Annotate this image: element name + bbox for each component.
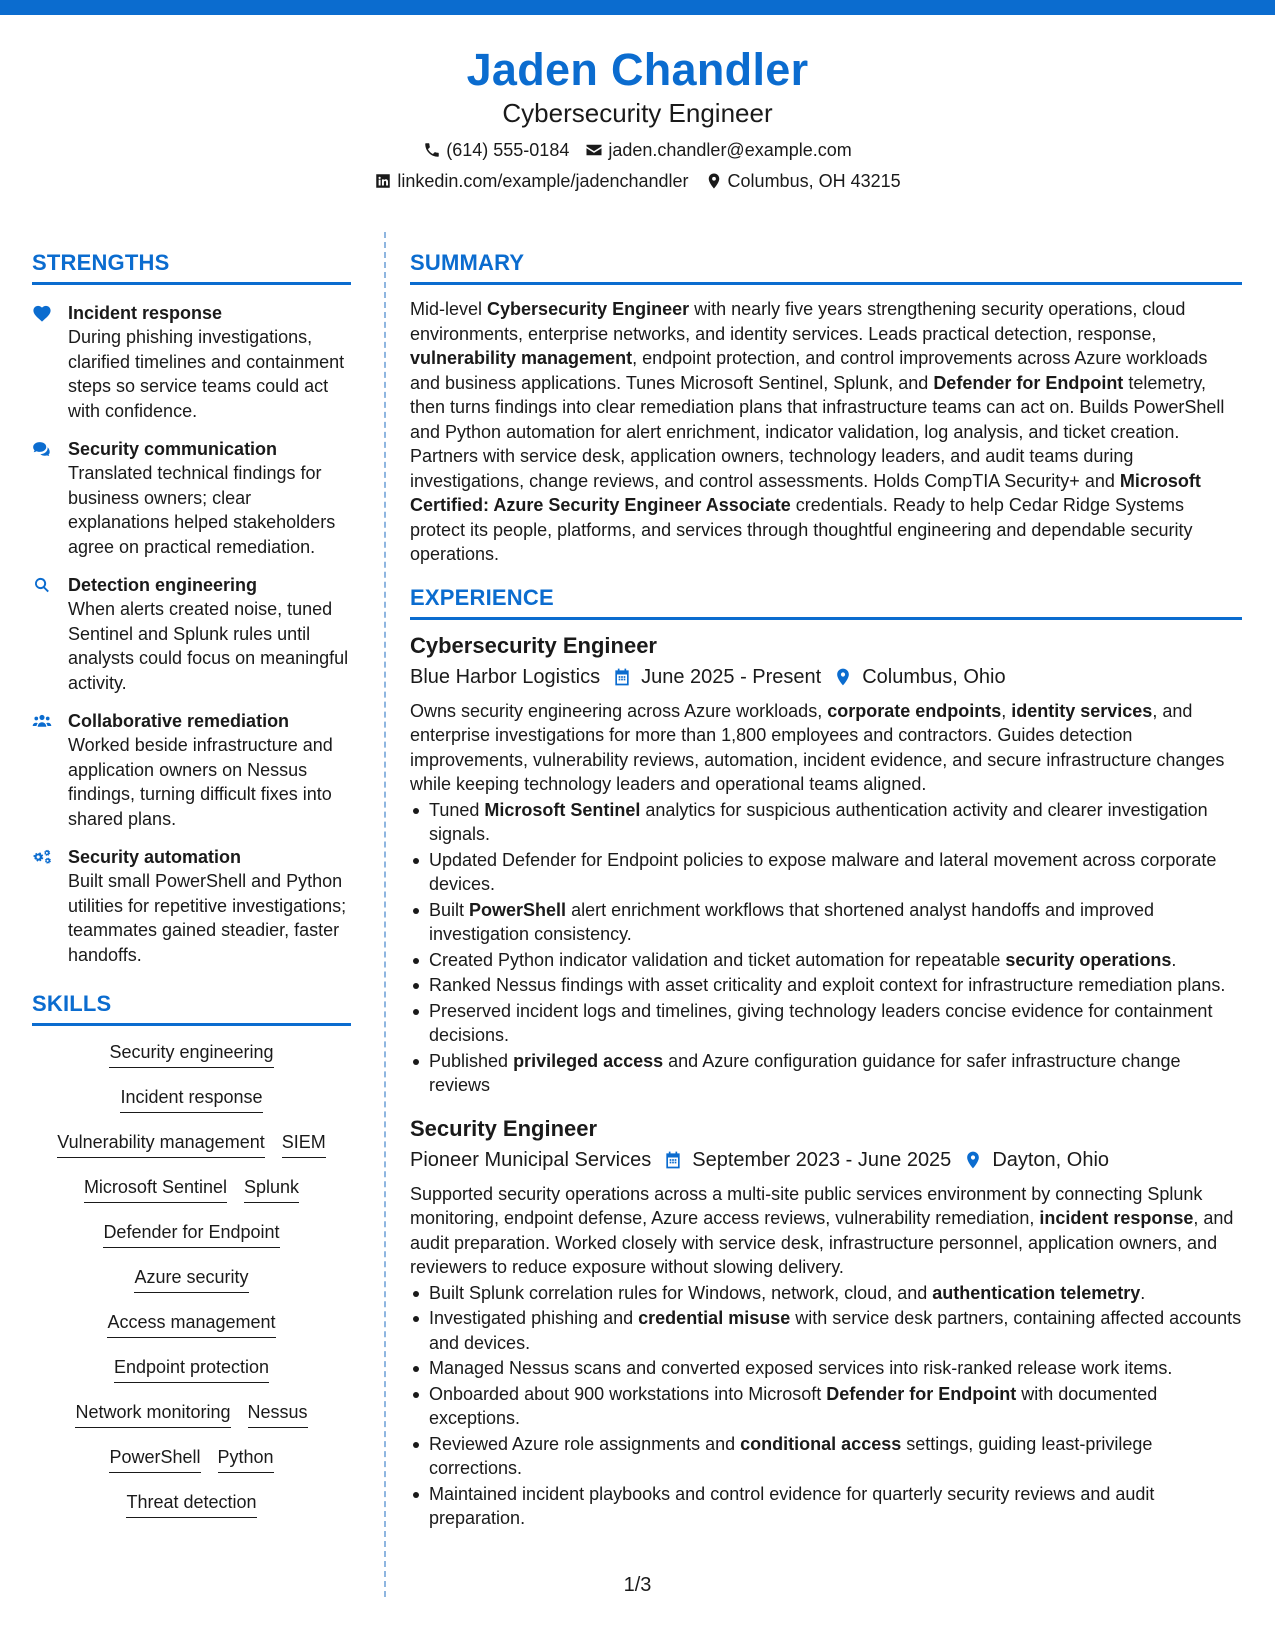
skill-row — [32, 1445, 351, 1490]
bold-text: Defender for Endpoint — [826, 1383, 1017, 1404]
text-run: Updated Defender for Endpoint policies to expose malware and lateral movement across corporate devices. — [429, 849, 1217, 894]
contact-phone — [423, 138, 569, 162]
strength-title: Detection engineering — [68, 575, 258, 595]
skill-tag: Incident response — [120, 1085, 262, 1113]
skill-tag: SIEM — [282, 1130, 326, 1158]
users-icon — [32, 712, 52, 730]
job-entry — [410, 631, 1242, 1098]
right-column — [410, 248, 1242, 1532]
text-run: Managed Nessus scans and converted exposed services into risk-ranked release work items. — [429, 1358, 1173, 1378]
text-run: Published — [429, 1050, 514, 1071]
bullet-item — [410, 973, 1242, 998]
text-run: Onboarded about 900 workstations into Microsoft — [429, 1383, 827, 1404]
skill-tag: Splunk — [244, 1175, 299, 1203]
strength-item — [32, 301, 351, 423]
experience-heading: EXPERIENCE — [410, 583, 1242, 620]
text-run: Reviewed Azure role assignments and — [429, 1433, 741, 1454]
bold-text: credential misuse — [638, 1308, 791, 1328]
text-run: alert enrichment workflows that shortened analyst handoffs and improved investigation consistency. — [429, 899, 1155, 944]
strength-title: Collaborative remediation — [68, 711, 290, 731]
text-run: with documented exceptions. — [429, 1383, 1158, 1428]
skill-row — [32, 1490, 351, 1535]
job-entry — [410, 1114, 1242, 1531]
text-run: with nearly five years strengthening security operations, cloud environments, enterprise networks, and identity services. Leads practical detection, response, — [410, 299, 1186, 344]
skill-row — [32, 1265, 351, 1310]
bold-text: Cybersecurity Engineer — [487, 299, 690, 319]
summary-paragraph — [410, 297, 1242, 567]
text-run: . — [1171, 949, 1177, 970]
skill-tag: Endpoint protection — [114, 1355, 269, 1383]
search-icon — [32, 576, 52, 594]
strength-title: Incident response — [68, 303, 223, 323]
summary-heading: SUMMARY — [410, 248, 1242, 285]
map-pin-icon — [705, 172, 723, 190]
text-run: , — [1001, 700, 1012, 721]
bullet-item — [410, 1306, 1242, 1355]
job-bullets — [410, 1281, 1242, 1531]
bold-text: vulnerability management — [410, 348, 633, 368]
strength-desc: Built small PowerShell and Python utilities for repetitive investigations; teammates gained steadier, faster handoffs. — [68, 871, 347, 965]
text-run: Investigated phishing and — [429, 1308, 639, 1328]
top-accent-bar — [0, 0, 1275, 15]
bullet-item — [410, 948, 1242, 973]
skill-tag: Access management — [107, 1310, 275, 1338]
contact-location — [705, 169, 901, 193]
text-run: , and enterprise investigations for more than 1,800 employees and contractors. Guides detection improvements, vulnerability reviews, automation, incident evidence, and secure infrastructure changes while keeping technology leaders and operational teams aligned. — [410, 700, 1225, 794]
strength-title: Security automation — [68, 847, 242, 867]
strengths-heading: STRENGTHS — [32, 248, 351, 285]
text-run: Tuned — [429, 799, 485, 820]
job-meta — [410, 1146, 1242, 1174]
calendar-icon — [612, 667, 632, 687]
column-divider — [384, 232, 386, 1597]
left-column — [32, 248, 351, 1535]
map-pin-icon — [963, 1149, 983, 1171]
skill-tag: Defender for Endpoint — [103, 1220, 279, 1248]
envelope-icon — [585, 141, 603, 159]
resume-header — [0, 42, 1275, 193]
text-run: settings, guiding least-privilege corrections. — [429, 1433, 1153, 1478]
job-role: Cybersecurity Engineer — [410, 632, 657, 658]
skill-tag: Nessus — [248, 1400, 308, 1428]
job-bullets — [410, 798, 1242, 1098]
skills-heading: SKILLS — [32, 989, 351, 1026]
bold-text: privileged access — [513, 1050, 664, 1071]
bullet-item — [410, 1049, 1242, 1098]
skill-tag: PowerShell — [109, 1445, 200, 1473]
text-run: credentials. Ready to help Cedar Ridge Systems protect its people, platforms, and services through thoughtful engineering and dependable security operations. — [410, 495, 1193, 564]
chat-bubbles-icon — [32, 440, 52, 458]
text-run: Mid-level — [410, 299, 488, 319]
text-run: Maintained incident playbooks and control evidence for quarterly security reviews and audit preparation. — [429, 1483, 1155, 1528]
text-run: analytics for suspicious authentication activity and clearer investigation signals. — [429, 799, 1208, 844]
linkedin-icon — [374, 172, 392, 190]
skill-row — [32, 1085, 351, 1130]
bold-text: security operations — [1005, 949, 1172, 970]
strength-title: Security communication — [68, 439, 278, 459]
phone-number: (614) 555-0184 — [446, 140, 570, 160]
skill-tag: Network monitoring — [75, 1400, 230, 1428]
bold-text: corporate endpoints — [827, 700, 1002, 721]
skill-tag: Azure security — [134, 1265, 248, 1293]
candidate-title: Cybersecurity Engineer — [502, 98, 773, 128]
bullet-item — [410, 999, 1242, 1048]
text-run: Built Splunk correlation rules for Windows, network, cloud, and — [429, 1282, 933, 1303]
skill-row — [32, 1040, 351, 1085]
job-company: Blue Harbor Logistics — [410, 665, 601, 688]
strength-desc: When alerts created noise, tuned Sentinel and Splunk rules until analysts could focus on meaningful activity. — [68, 599, 349, 693]
heart-icon — [32, 304, 52, 322]
strength-desc: Worked beside infrastructure and application owners on Nessus findings, turning difficult fixes into shared plans. — [68, 735, 333, 829]
job-meta — [410, 663, 1242, 691]
skill-row — [32, 1355, 351, 1400]
bullet-item — [410, 1432, 1242, 1481]
bold-text: conditional access — [740, 1433, 902, 1454]
job-dates: June 2025 - Present — [641, 665, 822, 688]
strengths-list — [32, 301, 351, 967]
bold-text: Defender for Endpoint — [933, 372, 1124, 393]
text-run: Created Python indicator validation and ticket automation for repeatable — [429, 949, 1006, 970]
bold-text: Microsoft Certified: Azure Security Engineer Associate — [410, 470, 1201, 515]
map-pin-icon — [833, 666, 853, 688]
strength-desc: During phishing investigations, clarified timelines and containment steps so service teams could act with confidence. — [68, 327, 345, 421]
job-dates: September 2023 - June 2025 — [692, 1148, 952, 1171]
skill-tag: Security engineering — [109, 1040, 273, 1068]
skill-tag: Microsoft Sentinel — [84, 1175, 227, 1203]
bold-text: PowerShell — [469, 899, 567, 920]
text-run: with service desk partners, containing affected accounts and devices. — [429, 1308, 1242, 1353]
text-run: Supported security operations across a multi-site public services environment by connecting Splunk monitoring, endpoint defense, Azure access reviews, vulnerability remediation, — [410, 1183, 1203, 1228]
bullet-item — [410, 798, 1242, 847]
bullet-item — [410, 1482, 1242, 1531]
job-location: Columbus, Ohio — [862, 665, 1006, 688]
bullet-item — [410, 898, 1242, 947]
bold-text: identity services — [1011, 700, 1153, 721]
strength-item — [32, 573, 351, 695]
contact-linkedin[interactable] — [374, 169, 688, 193]
text-run: Owns security engineering across Azure workloads, — [410, 700, 828, 721]
text-run: , and audit preparation. Worked closely with service desk, infrastructure personnel, application owners, and reviewers to reduce exposure without slowing delivery. — [410, 1208, 1234, 1277]
text-run: Preserved incident logs and timelines, giving technology leaders concise evidence for containment decisions. — [429, 1000, 1213, 1045]
job-location: Dayton, Ohio — [992, 1148, 1110, 1171]
strength-item — [32, 845, 351, 967]
skill-tag: Vulnerability management — [57, 1130, 264, 1158]
text-run: , endpoint protection, and control improvements across Azure workloads and business applications. Tunes Microsoft Sentinel, Splunk, and — [410, 348, 1208, 393]
skill-tag: Threat detection — [126, 1490, 256, 1518]
linkedin-url[interactable]: linkedin.com/example/jadenchandler — [397, 171, 689, 191]
bold-text: incident response — [1039, 1208, 1194, 1228]
bullet-item — [410, 1382, 1242, 1431]
bold-text: authentication telemetry — [932, 1282, 1141, 1303]
job-description — [410, 699, 1242, 797]
job-role: Security Engineer — [410, 1115, 598, 1141]
text-run: . — [1140, 1282, 1146, 1303]
skill-tag: Python — [218, 1445, 274, 1473]
text-run: and Azure configuration guidance for safer infrastructure change reviews — [429, 1050, 1181, 1095]
skill-row — [32, 1310, 351, 1355]
text-run: telemetry, then turns findings into clear remediation plans that infrastructure teams can act on. Builds PowerShell and Python automation for alert enrichment, indicator validation, log analysis, and ticket creation. Partners with service desk, application owners, technology leaders, and audit teams during investigations, change reviews, and control assessments. Holds CompTIA Security+ and — [410, 372, 1225, 491]
bold-text: Microsoft Sentinel — [484, 799, 641, 820]
candidate-name: Jaden Chandler — [466, 44, 809, 95]
skill-row — [32, 1175, 351, 1220]
skill-row — [32, 1400, 351, 1445]
job-company: Pioneer Municipal Services — [410, 1148, 652, 1171]
bullet-item — [410, 1281, 1242, 1306]
strength-item — [32, 709, 351, 831]
gears-icon — [32, 848, 52, 866]
strength-item — [32, 437, 351, 559]
calendar-icon — [663, 1150, 683, 1170]
skills-list — [32, 1040, 351, 1535]
strength-desc: Translated technical findings for business owners; clear explanations helped stakeholders agree on practical remediation. — [68, 463, 336, 557]
bullet-item — [410, 1356, 1242, 1381]
page-number: 1/3 — [623, 1574, 652, 1596]
job-description — [410, 1182, 1242, 1280]
skill-row — [32, 1220, 351, 1265]
bullet-item — [410, 848, 1242, 897]
contact-row-2 — [0, 169, 1275, 193]
text-run: Ranked Nessus findings with asset criticality and exploit context for infrastructure remediation plans. — [429, 975, 1226, 995]
skill-row — [32, 1130, 351, 1175]
text-run: Built — [429, 899, 470, 920]
email-address[interactable]: jaden.chandler@example.com — [608, 140, 852, 160]
contact-email[interactable] — [585, 138, 851, 162]
phone-icon — [423, 141, 441, 159]
contact-row-1 — [0, 138, 1275, 162]
location-text: Columbus, OH 43215 — [727, 171, 901, 191]
